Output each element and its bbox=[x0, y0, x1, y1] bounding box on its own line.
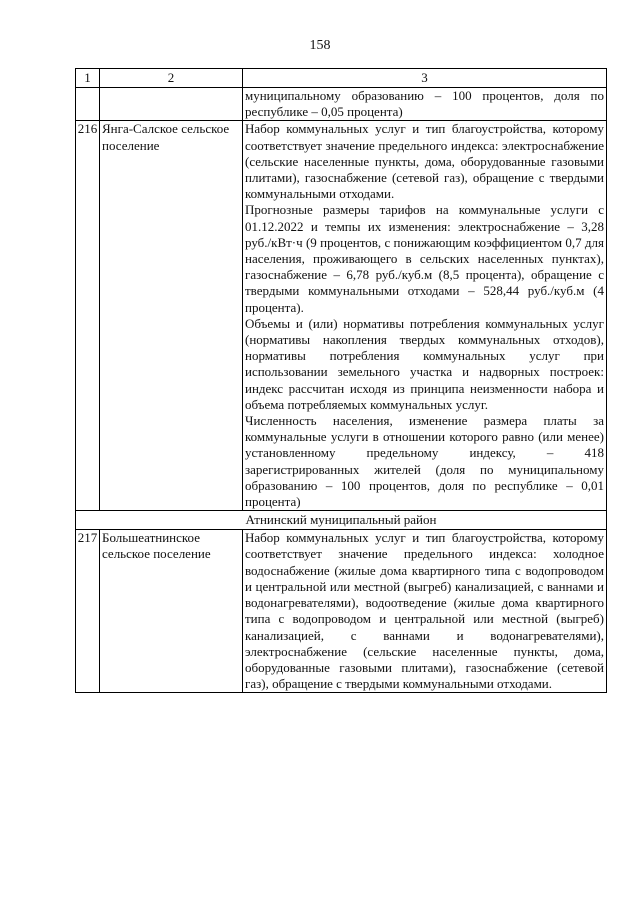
row-217-description bbox=[243, 530, 607, 693]
row-number: 217 bbox=[76, 530, 100, 693]
continued-text: муниципальному образованию – 100 процентов, доля по республике – 0,05 процента) bbox=[245, 88, 604, 120]
row-number: 216 bbox=[76, 121, 100, 511]
continued-row bbox=[76, 88, 607, 121]
continued-num-cell bbox=[76, 88, 100, 121]
section-title: Атнинский муниципальный район bbox=[76, 511, 607, 530]
norms-paragraph: Объемы и (или) нормативы потребления коммунальных услуг (нормативы накопления твердых коммунальных отходов), нормативы потребления коммунальных услуг при использовании земельного участка и надворных построек: индекс рассчитан исходя из принципа неизменности набора и объема потребляемых коммунальных услуг. bbox=[245, 315, 604, 412]
column-header-2: 2 bbox=[100, 69, 243, 88]
column-header-3: 3 bbox=[243, 69, 607, 88]
section-row bbox=[76, 511, 607, 530]
continued-text-cell bbox=[243, 88, 607, 121]
population-paragraph: Численность населения, изменение размера платы за коммунальные услуги в отношении которого равно (или менее) установленному предельному индексу, – 418 зарегистрированных жителей (доля по муниципальному образованию – 100 процентов, доля по республике – 0,01 процента) bbox=[245, 413, 604, 510]
column-header-1: 1 bbox=[76, 69, 100, 88]
continued-name-cell bbox=[100, 88, 243, 121]
settlement-name: Янга-Салское сельское поселение bbox=[100, 121, 243, 511]
tariff-table bbox=[75, 68, 607, 693]
table-row-216 bbox=[76, 121, 607, 511]
services-paragraph: Набор коммунальных услуг и тип благоустройства, которому соответствует значение предельного индекса: электроснабжение (сельские населенные пункты, дома, оборудованные газовыми плитами), газоснабжение (сетевой газ), обращение с твердыми коммунальными отходами. bbox=[245, 121, 604, 202]
column-header-row bbox=[76, 69, 607, 88]
row-216-description bbox=[243, 121, 607, 511]
settlement-name: Большеатнинское сельское поселение bbox=[100, 530, 243, 693]
page-number: 158 bbox=[309, 38, 331, 53]
tariffs-paragraph: Прогнозные размеры тарифов на коммунальные услуги с 01.12.2022 и темпы их изменения: электроснабжение – 3,28 руб./кВт·ч (9 процентов, с понижающим коэффициентом 0,7 для населения, проживающего в сельских населенных пунктах), газоснабжение – 6,78 руб./куб.м (8,5 процента), обращение с твердыми коммунальными отходами – 528,44 руб./куб.м (4 процента). bbox=[245, 202, 604, 315]
services-paragraph: Набор коммунальных услуг и тип благоустройства, которому соответствует значение предельного индекса: холодное водоснабжение (жилые дома квартирного типа с водопроводом и центральной или местной (выгреб) канализацией, с ваннами и водонагревателями), водоотведение (жилые дома квартирного типа с водопроводом и центральной или местной (выгреб) канализацией, с ваннами и водонагревателями), электроснабжение (сельские населенные пункты, дома, оборудованные газовыми плитами), газоснабжение (сетевой газ), обращение с твердыми коммунальными отходами. bbox=[245, 530, 604, 692]
table-row-217 bbox=[76, 530, 607, 693]
